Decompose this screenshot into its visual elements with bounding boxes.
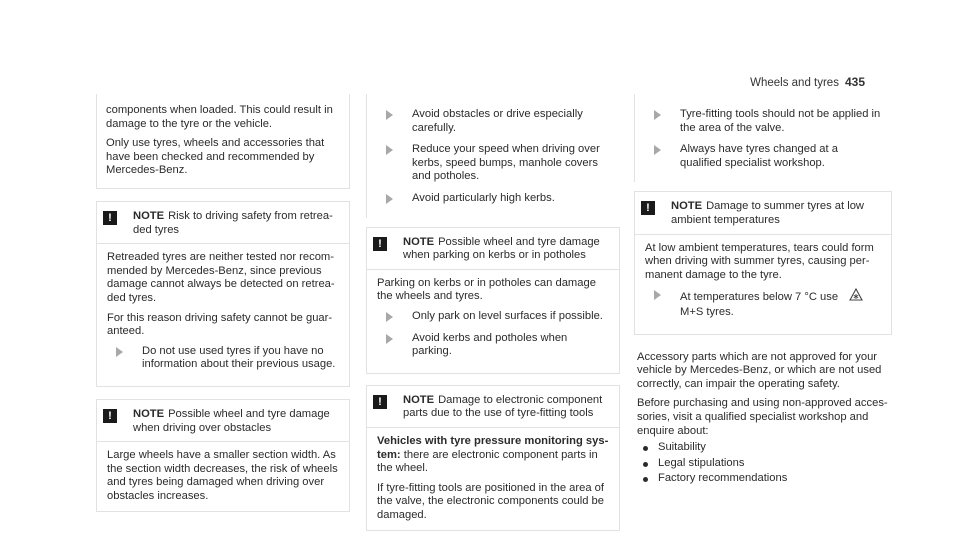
note-title: Possible wheel and tyre damage when driving over obstacles	[133, 407, 330, 434]
exclamation-icon: !	[103, 409, 117, 423]
step-item	[645, 143, 882, 170]
note-parking	[366, 227, 620, 374]
arrow-right-icon	[386, 194, 400, 204]
note-electronic-parts	[366, 385, 620, 532]
column-1	[96, 94, 350, 512]
note-paragraph: Large wheels have a smaller section width. As the section width decreases, the risk of wheels and tyres being damaged when driving over obstacles increases.	[107, 449, 338, 502]
note-summer-tyres	[634, 191, 892, 334]
note-title: Possible wheel and tyre damage when parking on kerbs or in potholes	[403, 235, 600, 262]
paragraph: Before purchasing and using non-approved accessories, visit a qualified specialist workshop and enquire about:	[637, 397, 888, 437]
step-item	[107, 345, 339, 372]
accessory-section	[634, 351, 892, 486]
note-body	[367, 270, 619, 373]
arrow-right-icon	[654, 145, 668, 155]
list-item	[637, 457, 892, 471]
exclamation-icon: !	[373, 395, 387, 409]
intro-paragraph-2: Only use tyres, wheels and accessories that have been checked and recommended by Mercedes-Benz.	[106, 137, 325, 177]
step-text: Only park on level surfaces if possible.	[412, 309, 603, 322]
step-text: Reduce your speed when driving over kerbs, speed bumps, manhole covers and potholes.	[412, 143, 600, 183]
bullet-dot-icon	[643, 477, 648, 482]
note-label: NOTE	[133, 407, 165, 420]
column-3	[634, 94, 892, 488]
note-paragraph: If tyre-fitting tools are positioned in the area of the valve, the electronic components could be damaged.	[377, 481, 604, 521]
note-header	[635, 192, 891, 234]
intro-box	[96, 94, 350, 189]
step-text-part: M+S tyres.	[680, 305, 734, 318]
note-paragraph	[377, 435, 609, 476]
step-item	[377, 143, 610, 184]
note-header	[97, 400, 349, 442]
arrow-right-icon	[654, 110, 668, 120]
exclamation-icon: !	[373, 237, 387, 251]
note-retreaded-tyres	[96, 201, 350, 387]
step-item	[377, 108, 610, 135]
exclamation-icon: !	[103, 211, 117, 225]
step-text: Avoid obstacles or drive especially carefully.	[412, 108, 583, 134]
step-text: Do not use used tyres if you have no information about their previous usage.	[142, 344, 336, 371]
note-text: there are electronic component parts in the wheel.	[377, 448, 598, 475]
note-body	[97, 442, 349, 511]
steps-box	[634, 94, 892, 182]
note-paragraph: At low ambient temperatures, tears could form when driving with summer tyres, causing permanent damage to the tyre.	[645, 241, 874, 281]
note-paragraph: Retreaded tyres are neither tested nor recommended by Mercedes-Benz, since previous damage cannot always be detected on retreaded tyres.	[107, 251, 335, 304]
step-item	[377, 192, 610, 206]
list-item	[637, 472, 892, 486]
list-item-text: Suitability	[658, 441, 706, 454]
page-header	[750, 76, 865, 91]
arrow-right-icon	[654, 290, 668, 300]
step-text	[680, 288, 863, 319]
step-text: Always have tyres changed at a qualified specialist workshop.	[680, 143, 838, 169]
step-text-part: At temperatures below 7 °C use	[680, 291, 839, 304]
paragraph: Accessory parts which are not approved for your vehicle by Mercedes-Benz, or which are not used correctly, can impair the operating safety.	[637, 350, 882, 390]
step-item	[377, 332, 609, 359]
note-label: NOTE	[403, 393, 435, 406]
steps-box	[366, 94, 620, 218]
arrow-right-icon	[386, 145, 400, 155]
note-title: Damage to summer tyres at low ambient temperatures	[671, 200, 864, 226]
enquire-list	[637, 441, 892, 486]
list-item-text: Factory recommendations	[658, 472, 788, 485]
note-body	[367, 428, 619, 531]
note-title: Risk to driving safety from retreaded tyres	[133, 209, 333, 236]
arrow-right-icon	[386, 110, 400, 120]
step-text: Avoid kerbs and potholes when parking.	[412, 331, 568, 358]
note-label: NOTE	[133, 209, 165, 222]
bullet-dot-icon	[643, 462, 648, 467]
step-item	[645, 108, 882, 135]
note-paragraph: Parking on kerbs or in potholes can damage the wheels and tyres.	[377, 276, 596, 303]
note-bold-lead: Vehicles with tyre pressure monitoring system:	[377, 434, 609, 461]
column-2	[366, 94, 620, 531]
note-paragraph: For this reason driving safety cannot be guaranteed.	[107, 311, 333, 338]
note-header	[367, 386, 619, 428]
arrow-right-icon	[386, 334, 400, 344]
note-header	[97, 202, 349, 244]
note-body	[635, 235, 891, 334]
note-title: Damage to electronic component parts due to the use of tyre-fitting tools	[403, 393, 603, 420]
snowflake-mountain-icon	[849, 288, 863, 306]
step-text: Avoid particularly high kerbs.	[412, 191, 555, 204]
arrow-right-icon	[116, 347, 130, 357]
intro-paragraph-1: components when loaded. This could result in damage to the tyre or the vehicle.	[106, 104, 333, 130]
note-label: NOTE	[403, 235, 435, 248]
step-item	[645, 288, 881, 319]
list-item-text: Legal stipulations	[658, 456, 745, 469]
bullet-dot-icon	[643, 446, 648, 451]
exclamation-icon: !	[641, 201, 655, 215]
note-label: NOTE	[671, 200, 703, 213]
step-text: Tyre-fitting tools should not be applied in the area of the valve.	[680, 108, 881, 134]
arrow-right-icon	[386, 312, 400, 322]
note-header	[367, 228, 619, 270]
step-item	[377, 310, 609, 324]
header-title: Wheels and tyres	[750, 77, 839, 89]
page-number: 435	[844, 75, 865, 89]
list-item	[637, 441, 892, 455]
note-body	[97, 244, 349, 386]
note-obstacles	[96, 399, 350, 513]
